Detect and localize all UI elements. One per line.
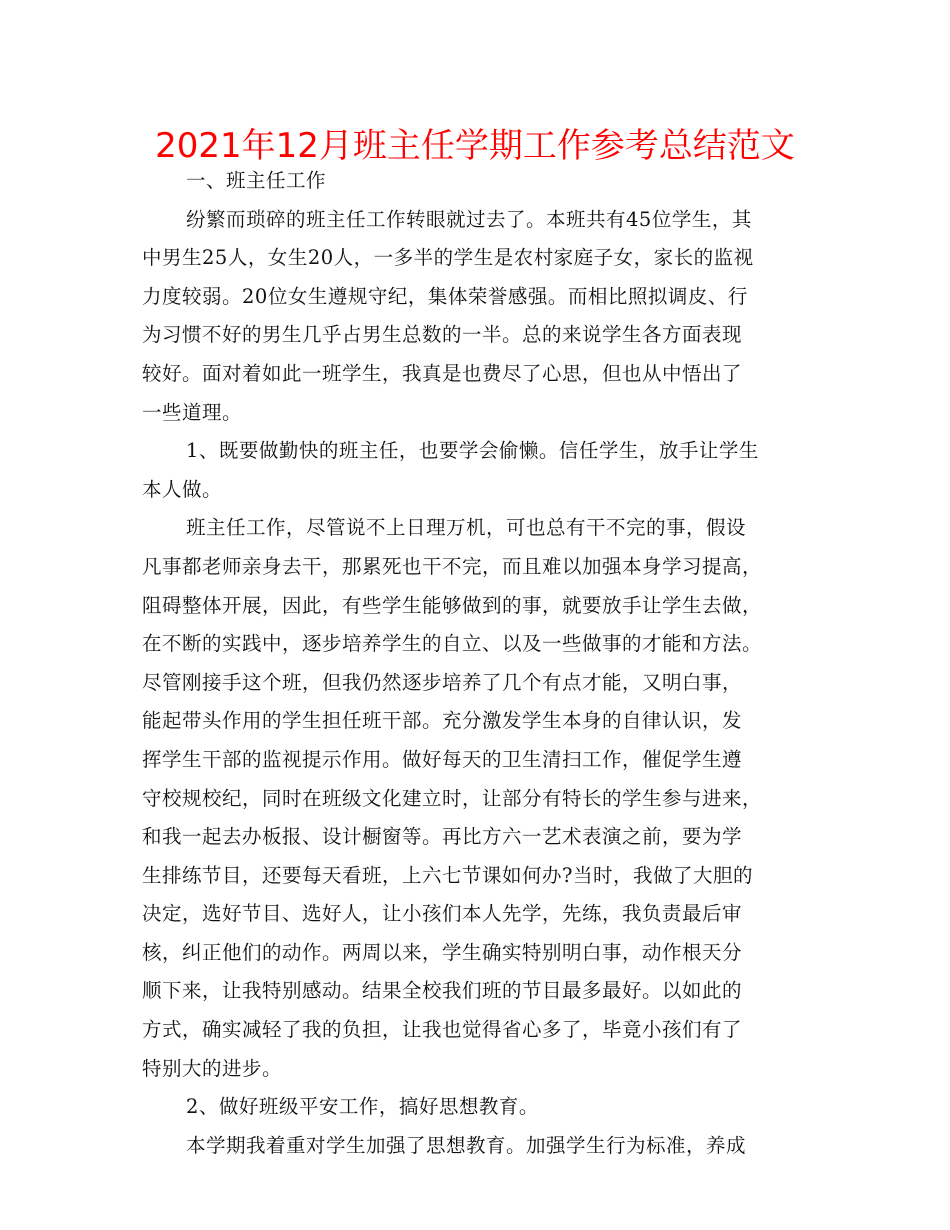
text-line: 较好。面对着如此一班学生，我真是也费尽了心思，但也从中悟出了 <box>142 361 743 385</box>
text-line: 一、班主任工作 <box>186 169 327 192</box>
paragraph-section-heading <box>142 162 812 201</box>
paragraph-point-1-body <box>142 509 812 1088</box>
paragraph-point-2-body <box>142 1127 812 1166</box>
text-line: 在不断的实践中，逐步培养学生的自立、以及一些做事的才能和方法。 <box>142 632 763 656</box>
text-line: 本人做。 <box>142 477 223 501</box>
text-line: 班主任工作，尽管说不上日理万机，可也总有干不完的事，假设 <box>186 516 747 540</box>
text-line: 核，纠正他们的动作。两周以来，学生确实特别明白事，动作根天分 <box>142 940 743 964</box>
text-line: 能起带头作用的学生担任班干部。充分激发学生本身的自律认识，发 <box>142 709 743 733</box>
text-line: 1、既要做勤快的班主任，也要学会偷懒。信任学生，放手让学生 <box>186 439 759 463</box>
paragraph-point-1 <box>142 432 812 509</box>
text-line: 2、做好班级平安工作，搞好思想教育。 <box>186 1095 539 1119</box>
text-line: 一些道理。 <box>142 400 243 424</box>
paragraph-intro <box>142 201 812 433</box>
text-line: 守校规校纪，同时在班级文化建立时，让部分有特长的学生参与进来， <box>142 786 763 810</box>
text-line: 本学期我着重对学生加强了思想教育。加强学生行为标准，养成 <box>186 1133 747 1157</box>
text-line: 尽管刚接手这个班，但我仍然逐步培养了几个有点才能，又明白事， <box>142 670 743 694</box>
text-line: 方式，确实减轻了我的负担，让我也觉得省心多了，毕竟小孩们有了 <box>142 1018 743 1042</box>
document-body <box>142 162 812 1165</box>
text-line: 和我一起去办板报、设计橱窗等。再比方六一艺术表演之前，要为学 <box>142 825 743 849</box>
text-line: 为习惯不好的男生几乎占男生总数的一半。总的来说学生各方面表现 <box>142 323 743 347</box>
text-line: 决定，选好节目、选好人，让小孩们本人先学，先练，我负责最后审 <box>142 902 743 926</box>
text-line: 阻碍整体开展，因此，有些学生能够做到的事，就要放手让学生去做， <box>142 593 763 617</box>
text-line: 纷繁而琐碎的班主任工作转眼就过去了。本班共有45位学生，其 <box>186 207 752 231</box>
text-line: 顺下来，让我特别感动。结果全校我们班的节目最多最好。以如此的 <box>142 979 743 1003</box>
paragraph-point-2 <box>142 1088 812 1127</box>
text-line: 中男生25人，女生20人，一多半的学生是农村家庭子女，家长的监视 <box>142 246 754 270</box>
text-line: 特别大的进步。 <box>142 1056 283 1080</box>
text-line: 力度较弱。20位女生遵规守纪，集体荣誉感强。而相比照拟调皮、行 <box>142 284 748 308</box>
text-line: 生排练节目，还要每天看班，上六七节课如何办?当时，我做了大胆的 <box>142 863 753 887</box>
text-line: 凡事都老师亲身去干，那累死也干不完，而且难以加强本身学习提高， <box>142 554 763 578</box>
document-title: 2021年12月班主任学期工作参考总结范文 <box>155 126 795 166</box>
text-line: 挥学生干部的监视提示作用。做好每天的卫生清扫工作，催促学生遵 <box>142 747 743 771</box>
